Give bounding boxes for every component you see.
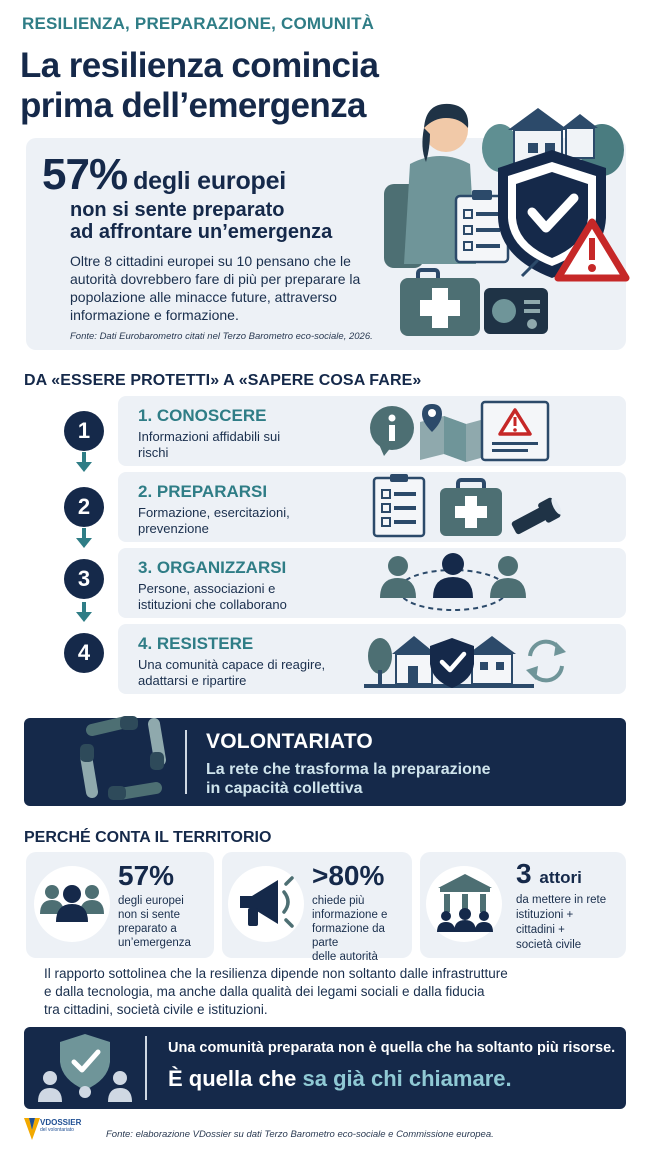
stat-1-line-4: un’emergenza — [118, 937, 191, 949]
stat-text-3 — [516, 893, 624, 953]
step-number-4: 4 — [64, 633, 104, 673]
title-line-1: La resilienza comincia — [20, 46, 379, 85]
report-line-2: e dalla tecnologia, ma anche dalla qualità dei legami sociali e dalla fiducia — [44, 984, 485, 999]
stat-2-line-2: informazione e — [312, 909, 388, 921]
stat-3-line-2: istituzioni + — [516, 909, 574, 921]
step-title-1: 1. CONOSCERE — [138, 406, 267, 425]
page-title — [20, 46, 440, 126]
step-desc-3: Persone, associazioni e istituzioni che collaborano — [138, 581, 287, 612]
vdossier-logo-icon — [24, 1118, 40, 1140]
logo-text: VDOSSIER — [40, 1118, 82, 1127]
hero-percent-rest: degli europei — [133, 167, 287, 195]
stat-3-line-4: società civile — [516, 939, 582, 951]
territory-section-title: PERCHÉ CONTA IL TERRITORIO — [24, 829, 272, 846]
stat-value-1: 57% — [118, 860, 175, 891]
footer-source: Fonte: elaborazione VDossier su dati Terzo Barometro eco-sociale e Commissione europea. — [106, 1129, 494, 1140]
step-title-3: 3. ORGANIZZARSI — [138, 558, 287, 577]
people-group-icon — [40, 880, 104, 924]
stat-text-1 — [118, 894, 212, 950]
info-map-alert-icon — [370, 398, 560, 464]
step-desc-1: Informazioni affidabili sui rischi — [138, 429, 281, 460]
title-line-2: prima dell’emergenza — [20, 86, 366, 125]
stat-2-line-3: formazione da parte — [312, 923, 385, 949]
closing-line-2b: sa già chi chiamare. — [302, 1066, 512, 1091]
megaphone-icon — [234, 874, 298, 934]
report-line-3: tra cittadini, società civile e istituzioni. — [44, 1002, 268, 1017]
stat-1-line-3: preparato a — [118, 923, 177, 935]
logo-subtext: del volontariato — [40, 1127, 74, 1133]
volunteering-sub-line-2: in capacità collettiva — [206, 780, 363, 797]
step-desc-2: Formazione, esercitazioni, prevenzione — [138, 505, 290, 536]
report-paragraph — [44, 965, 604, 1019]
kicker-title: RESILIENZA, PREPARAZIONE, COMUNITÀ — [22, 14, 375, 33]
stat-1-line-1: degli europei — [118, 895, 184, 907]
stat-2-line-4: delle autorità — [312, 951, 378, 963]
hero-body: Oltre 8 cittadini europei su 10 pensano che le autorità dovrebbero fare di più per preparare la popolazione alle minacce future, attraverso informazione e formazione. — [70, 253, 361, 323]
linked-hands-icon — [80, 712, 166, 804]
closing-line-2 — [168, 1066, 512, 1092]
volunteering-subtitle — [206, 760, 536, 798]
hero-sub-line-2: ad affrontare un’emergenza — [70, 221, 333, 243]
first-aid-kit-icon — [400, 270, 480, 336]
closing-line-1: Una comunità preparata non è quella che ha soltanto più risorse. — [168, 1040, 616, 1056]
stat-value-3 — [516, 858, 582, 890]
hero-illustration — [380, 88, 632, 340]
hero-subtitle — [70, 199, 370, 243]
down-arrow-icon — [74, 602, 94, 624]
stat-value-2: >80% — [312, 860, 385, 891]
stat-text-2 — [312, 894, 410, 964]
down-arrow-icon — [74, 528, 94, 550]
people-network-icon — [378, 550, 528, 616]
stat-3-number: 3 — [516, 858, 532, 889]
stat-1-line-2: non si sente — [118, 909, 181, 921]
stat-3-line-1: da mettere in rete — [516, 894, 607, 906]
step-number-2: 2 — [64, 487, 104, 527]
volunteering-sub-line-1: La rete che trasforma la preparazione — [206, 761, 491, 778]
volunteering-title: VOLONTARIATO — [206, 730, 373, 753]
volunteering-divider — [185, 730, 187, 794]
hero-headline — [42, 150, 286, 200]
hero-percent: 57% — [42, 150, 128, 199]
community-shield-icon — [38, 1032, 132, 1104]
steps-section-title: DA «ESSERE PROTETTI» A «SAPERE COSA FARE» — [24, 372, 422, 389]
closing-line-2a: È quella che — [168, 1066, 303, 1091]
report-line-1: Il rapporto sottolinea che la resilienza dipende non soltanto dalle infrastrutture — [44, 966, 508, 981]
step-number-1: 1 — [64, 411, 104, 451]
hero-sub-line-1: non si sente preparato — [70, 199, 285, 221]
person-icon — [384, 104, 508, 268]
step-number-3: 3 — [64, 559, 104, 599]
closing-divider — [145, 1036, 147, 1100]
houses-shield-cycle-icon — [364, 626, 574, 692]
hero-source: Fonte: Dati Eurobarometro citati nel Terzo Barometro eco-sociale, 2026. — [70, 331, 373, 342]
step-title-2: 2. PREPARARSI — [138, 482, 268, 501]
stat-3-line-3: cittadini + — [516, 924, 565, 936]
checklist-firstaid-flashlight-icon — [370, 474, 570, 540]
stat-3-unit: attori — [539, 868, 582, 887]
institution-people-icon — [434, 872, 496, 932]
stat-2-line-1: chiede più — [312, 895, 365, 907]
step-desc-4: Una comunità capace di reagire, adattarsi e ripartire — [138, 657, 326, 688]
down-arrow-icon — [74, 452, 94, 474]
step-title-4: 4. RESISTERE — [138, 634, 254, 653]
